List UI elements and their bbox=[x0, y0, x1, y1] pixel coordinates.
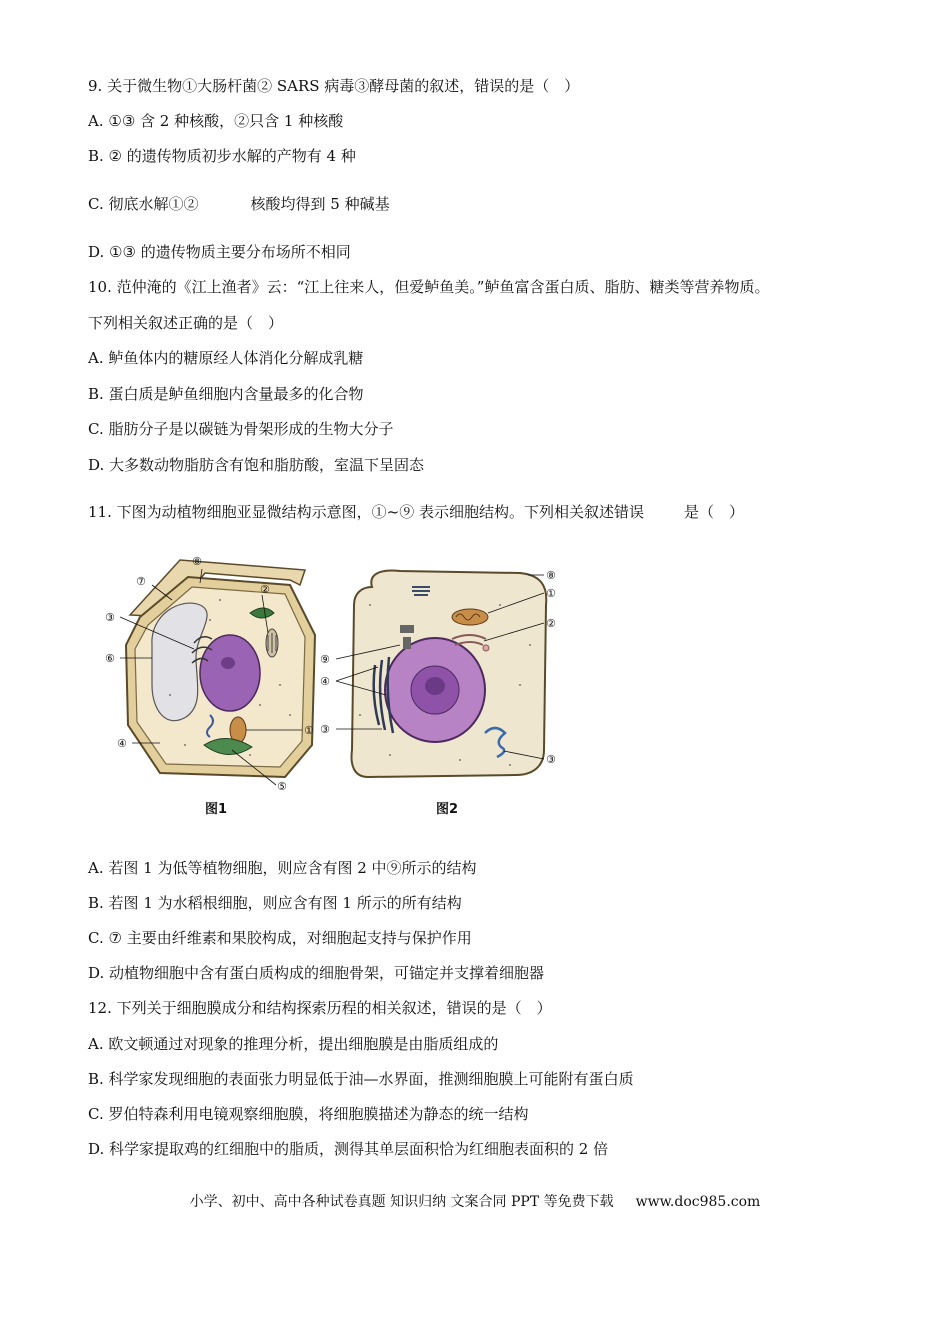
fig1-label-4: ④ bbox=[117, 737, 127, 750]
plant-nucleolus bbox=[221, 657, 235, 669]
q11-stem bbox=[88, 502, 744, 522]
fig1-label-2: ② bbox=[260, 583, 270, 596]
q12-option-d: D. 科学家提取鸡的红细胞中的脂质，测得其单层面积恰为红细胞表面积的 2 倍 bbox=[88, 1140, 609, 1158]
q10-option-c: C. 脂肪分子是以碳链为骨架形成的生物大分子 bbox=[88, 420, 394, 438]
fig2-label-3-right: ③ bbox=[546, 753, 556, 766]
footer-text: 小学、初中、高中各种试卷真题 知识归纳 文案合同 PPT 等免费下载 bbox=[189, 1194, 614, 1210]
q12-stem: 12. 下列关于细胞膜成分和结构探索历程的相关叙述，错误的是（ ） bbox=[88, 999, 552, 1017]
fig2-caption: 图2 bbox=[436, 802, 459, 817]
footer-url[interactable]: www.doc985.com bbox=[635, 1194, 761, 1210]
q11-stem-part2: 是（ ） bbox=[683, 503, 744, 521]
page-footer bbox=[0, 1192, 950, 1212]
fig1-caption: 图1 bbox=[205, 802, 228, 817]
q10-option-b: B. 蛋白质是鲈鱼细胞内含量最多的化合物 bbox=[88, 385, 364, 403]
q11-option-b: B. 若图 1 为水稻根细胞，则应含有图 1 所示的所有结构 bbox=[88, 894, 462, 912]
q11-option-a: A. 若图 1 为低等植物细胞，则应含有图 2 中⑨所示的结构 bbox=[88, 859, 477, 877]
cell-structure-figure bbox=[100, 545, 580, 830]
q9-option-c-part2: 核酸均得到 5 种碱基 bbox=[250, 195, 390, 213]
fig2-label-9: ⑨ bbox=[320, 653, 330, 666]
fig1-label-8: ⑧ bbox=[192, 555, 202, 568]
fig1-label-6: ⑥ bbox=[105, 652, 115, 665]
fig2-label-8: ⑧ bbox=[546, 569, 556, 582]
q9-option-b: B. ② 的遗传物质初步水解的产物有 4 种 bbox=[88, 147, 356, 165]
q12-option-b: B. 科学家发现细胞的表面张力明显低于油—水界面，推测细胞膜上可能附有蛋白质 bbox=[88, 1070, 634, 1088]
q12-option-a: A. 欧文顿通过对现象的推理分析，提出细胞膜是由脂质组成的 bbox=[88, 1035, 499, 1053]
q9-stem: 9. 关于微生物①大肠杆菌② SARS 病毒③酵母菌的叙述，错误的是（ ） bbox=[88, 77, 580, 95]
q10-option-a: A. 鲈鱼体内的糖原经人体消化分解成乳糖 bbox=[88, 349, 364, 367]
q11-option-c: C. ⑦ 主要由纤维素和果胶构成，对细胞起支持与保护作用 bbox=[88, 929, 472, 947]
fig2-label-4: ④ bbox=[320, 675, 330, 688]
q9-option-c-part1: C. 彻底水解①② bbox=[88, 195, 199, 213]
animal-mitochondrion bbox=[452, 609, 488, 625]
q10-option-d: D. 大多数动物脂肪含有饱和脂肪酸，室温下呈固态 bbox=[88, 456, 425, 474]
q9-option-c bbox=[88, 194, 390, 214]
q10-stem-line1: 10. 范仲淹的《江上渔者》云：“江上往来人，但爱鲈鱼美。”鲈鱼富含蛋白质、脂肪、糖类等营养物质。 bbox=[88, 278, 770, 296]
fig2-label-2: ② bbox=[546, 617, 556, 630]
q11-option-d: D. 动植物细胞中含有蛋白质构成的细胞骨架，可锚定并支撑着细胞器 bbox=[88, 964, 545, 982]
animal-nucleolus bbox=[425, 677, 445, 695]
fig1-label-7: ⑦ bbox=[136, 575, 146, 588]
fig1-label-5: ⑤ bbox=[277, 780, 287, 793]
fig2-label-1: ① bbox=[546, 587, 556, 600]
q9-option-a: A. ①③ 含 2 种核酸，②只含 1 种核酸 bbox=[88, 112, 344, 130]
plant-nucleus bbox=[200, 635, 260, 711]
fig1-label-3: ③ bbox=[105, 611, 115, 624]
plant-cell-diagram bbox=[105, 555, 315, 817]
fig1-label-1: ① bbox=[304, 724, 314, 737]
q12-option-c: C. 罗伯特森利用电镜观察细胞膜，将细胞膜描述为静态的统一结构 bbox=[88, 1105, 529, 1123]
q9-option-d: D. ①③ 的遗传物质主要分布场所不相同 bbox=[88, 243, 351, 261]
fig2-label-3-left: ③ bbox=[320, 723, 330, 736]
animal-cell-diagram bbox=[320, 569, 556, 817]
q10-stem-line2: 下列相关叙述正确的是（ ） bbox=[88, 314, 284, 332]
q11-stem-part1: 11. 下图为动植物细胞亚显微结构示意图，①~⑨ 表示细胞结构。下列相关叙述错误 bbox=[88, 503, 644, 521]
